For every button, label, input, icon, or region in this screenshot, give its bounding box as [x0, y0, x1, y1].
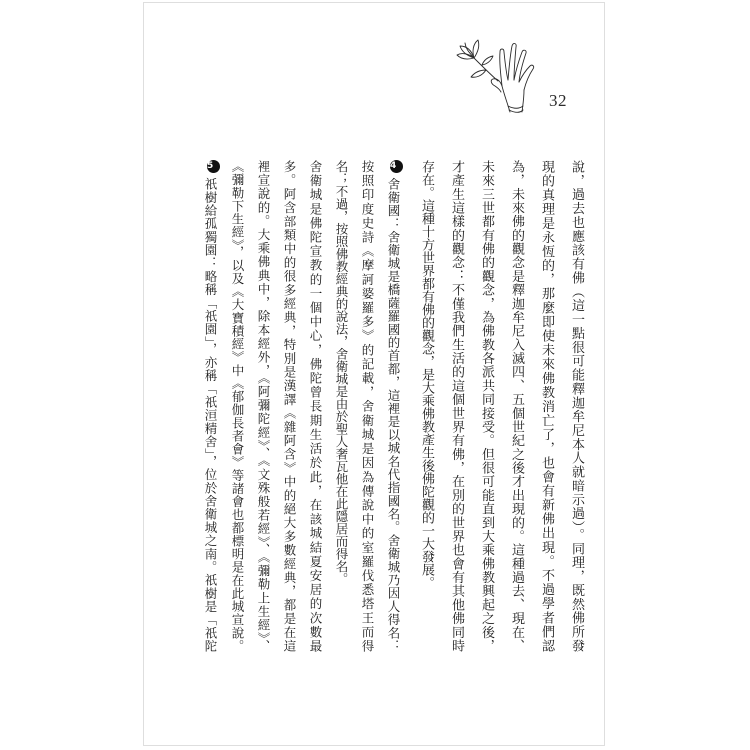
note-line: 多。阿含部類中的很多經典，特別是漢譯《雜阿含》中的絕大多數經典，都是在這 [282, 160, 297, 652]
note-line [380, 160, 406, 652]
passage-line: 說，過去也應該有佛（這一點很可能釋迦牟尼本人就暗示過）。同理，既然佛所發 [569, 160, 584, 652]
hand-holding-flower-icon [452, 34, 547, 114]
note-line: 按照印度史詩《摩訶婆羅多》的記載，舍衛城是因為傳說中的室羅伐悉塔王而得 [360, 160, 375, 652]
note-line: 舍衛城是佛陀宣教的一個中心，佛陀曾長期生活於此，在該城結夏安居的次數最 [308, 160, 323, 652]
note-line-text: 舍衛國：舍衛城是橋薩羅國的首都，這裡是以城名代指國名。舍衛城乃因人得名： [386, 177, 401, 652]
note-marker: 4 [390, 160, 403, 173]
note-line-text: 祇樹給孤獨園：略稱「祇園」，亦稱「祇洹精舍」，位於舍衛城之南。祇樹是「祇陀 [203, 177, 218, 652]
passage-line: 才產生這樣的觀念：不僅我們生活的這個世界有佛，在別的世界也會有其他佛同時 [449, 160, 464, 652]
passage-line: 為，未來佛的觀念是釋迦牟尼入滅四、五個世紀之後才出現的。這種過去、現在、 [509, 160, 524, 652]
note-marker: 5 [207, 160, 220, 173]
passage-line: 存在。這種十方世界都有佛的觀念，是大乘佛教產生後佛陀觀的一大發展。 [419, 160, 434, 589]
page-number: 32 [549, 91, 567, 110]
passage-line: 未來三世都有佛的觀念，為佛教各派共同接受。但很可能直到大乘佛教興起之後， [479, 160, 494, 652]
note-line: 名；不過，按照佛教經典的說法，舍衛城是由於聖人奢瓦他在此隱居而得名。 [334, 160, 349, 585]
note-line: 裡宣說的。大乘佛典中，除本經外，《阿彌陀經》、《文殊般若經》、《彌勒上生經》、 [256, 160, 271, 652]
note-line: 《彌勒下生經》，以及《大寶積經》中《郁伽長者會》等諸會也都標明是在此城宣說。 [230, 160, 245, 652]
note-line [197, 160, 223, 652]
passage-line: 現的真理是永恆的，那麼即使未來佛教消亡了，也會有新佛出現。不過學者們認 [539, 160, 554, 652]
